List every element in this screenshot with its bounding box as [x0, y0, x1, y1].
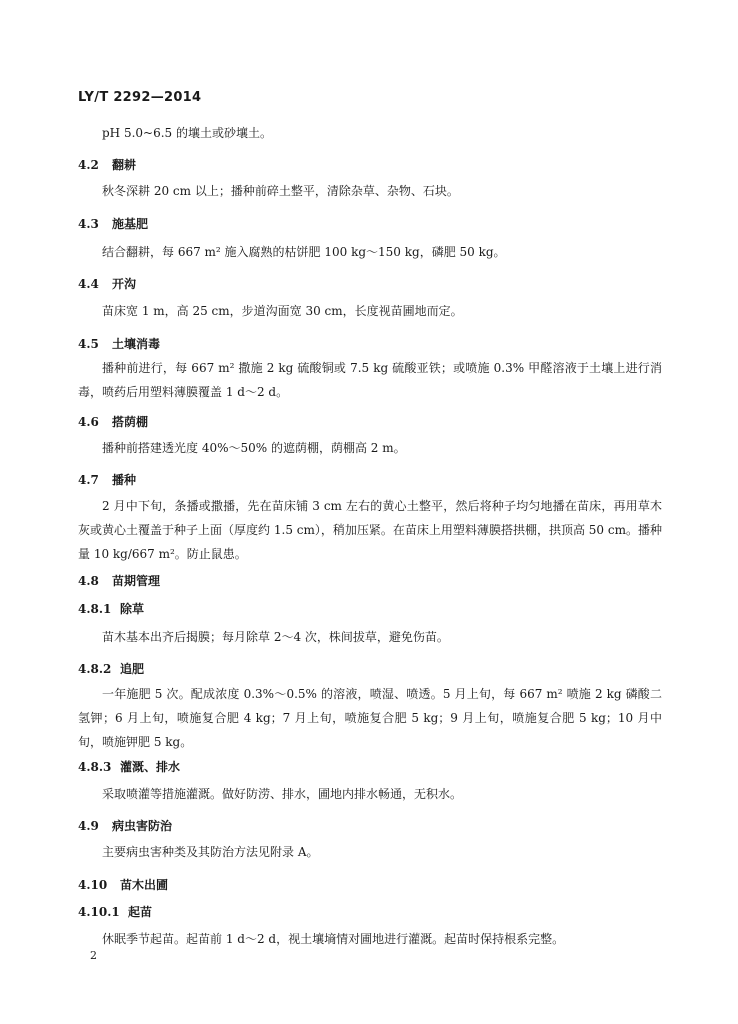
paragraph-ph-range: pH 5.0~6.5 的壤土或砂壤土。	[102, 126, 272, 140]
heading-number: 4.6	[78, 415, 99, 429]
heading-number: 4.10	[78, 878, 108, 892]
paragraph-shade-shed: 播种前搭建透光度 40%～50% 的遮荫棚，荫棚高 2 m。	[102, 441, 406, 455]
heading-4-8-1	[78, 600, 144, 617]
heading-title: 播种	[112, 473, 137, 487]
heading-number: 4.8.3	[78, 760, 112, 774]
heading-title: 苗木出圃	[120, 878, 169, 892]
heading-4-10	[78, 876, 168, 893]
paragraph-pest-control: 主要病虫害种类及其防治方法见附录 A。	[102, 845, 319, 859]
heading-title: 除草	[120, 602, 145, 616]
paragraph-tillage: 秋冬深耕 20 cm 以上；播种前碎土整平，清除杂草、杂物、石块。	[102, 184, 459, 198]
heading-number: 4.2	[78, 158, 99, 172]
paragraph-topdressing: 一年施肥 5 次。配成浓度 0.3%～0.5% 的溶液，喷湿、喷透。5 月上旬，每 667 m² 喷施 2 kg 磷酸二氢钾；6 月上旬，喷施复合肥 4 kg；7 月上旬，喷施复合肥 5 kg；9 月上旬，喷施复合肥 5 kg；10 月中旬，喷施钾肥 5 kg。	[78, 687, 662, 749]
heading-title: 翻耕	[112, 158, 137, 172]
paragraph-lifting-seedlings: 休眠季节起苗。起苗前 1 d～2 d，视土壤墒情对圃地进行灌溉。起苗时保持根系完整。	[102, 932, 565, 946]
heading-number: 4.7	[78, 473, 99, 487]
page-number: 2	[90, 949, 97, 962]
heading-4-9	[78, 817, 172, 834]
heading-4-8-3	[78, 758, 180, 775]
standard-code-header: LY/T 2292—2014	[78, 90, 202, 105]
paragraph-weeding: 苗木基本出齐后揭膜；每月除草 2～4 次，株间拔草，避免伤苗。	[102, 630, 449, 644]
heading-title: 灌溉、排水	[120, 760, 181, 774]
heading-4-3	[78, 215, 148, 232]
heading-number: 4.3	[78, 217, 99, 231]
heading-4-6	[78, 413, 148, 430]
paragraph-soil-disinfection: 播种前进行，每 667 m² 撒施 2 kg 硫酸铜或 7.5 kg 硫酸亚铁；或喷施 0.3% 甲醛溶液于土壤上进行消毒，喷药后用塑料薄膜覆盖 1 d～2 d。	[78, 361, 662, 399]
heading-4-8-2	[78, 660, 144, 677]
heading-title: 土壤消毒	[112, 337, 161, 351]
heading-number: 4.5	[78, 337, 99, 351]
heading-title: 施基肥	[112, 217, 149, 231]
heading-4-7	[78, 471, 136, 488]
paragraph-base-fertilizer: 结合翻耕，每 667 m² 施入腐熟的枯饼肥 100 kg～150 kg，磷肥 50 kg。	[102, 245, 506, 259]
heading-title: 苗期管理	[112, 574, 161, 588]
heading-title: 追肥	[120, 662, 145, 676]
heading-4-2	[78, 156, 136, 173]
heading-title: 搭荫棚	[112, 415, 149, 429]
paragraph-sowing: 2 月中下旬，条播或撒播，先在苗床铺 3 cm 左右的黄心土整平，然后将种子均匀地播在苗床，再用草木灰或黄心土覆盖于种子上面（厚度约 1.5 cm），稍加压紧。在苗床上用塑料薄膜搭拱棚，拱顶高 50 cm。播种量 10 kg/667 m²。防止鼠患。	[78, 499, 662, 561]
heading-number: 4.8	[78, 574, 99, 588]
heading-title: 开沟	[112, 277, 137, 291]
heading-number: 4.8.2	[78, 662, 112, 676]
heading-number: 4.4	[78, 277, 99, 291]
heading-title: 病虫害防治	[112, 819, 173, 833]
paragraph-irrigation: 采取喷灌等措施灌溉。做好防涝、排水，圃地内排水畅通，无积水。	[102, 787, 463, 801]
heading-number: 4.8.1	[78, 602, 112, 616]
heading-number: 4.10.1	[78, 905, 120, 919]
paragraph-trenching: 苗床宽 1 m，高 25 cm，步道沟面宽 30 cm，长度视苗圃地而定。	[102, 304, 463, 318]
heading-4-8	[78, 572, 160, 589]
heading-4-5	[78, 335, 160, 352]
heading-4-10-1	[78, 903, 152, 920]
heading-title: 起苗	[128, 905, 153, 919]
heading-number: 4.9	[78, 819, 99, 833]
heading-4-4	[78, 275, 136, 292]
